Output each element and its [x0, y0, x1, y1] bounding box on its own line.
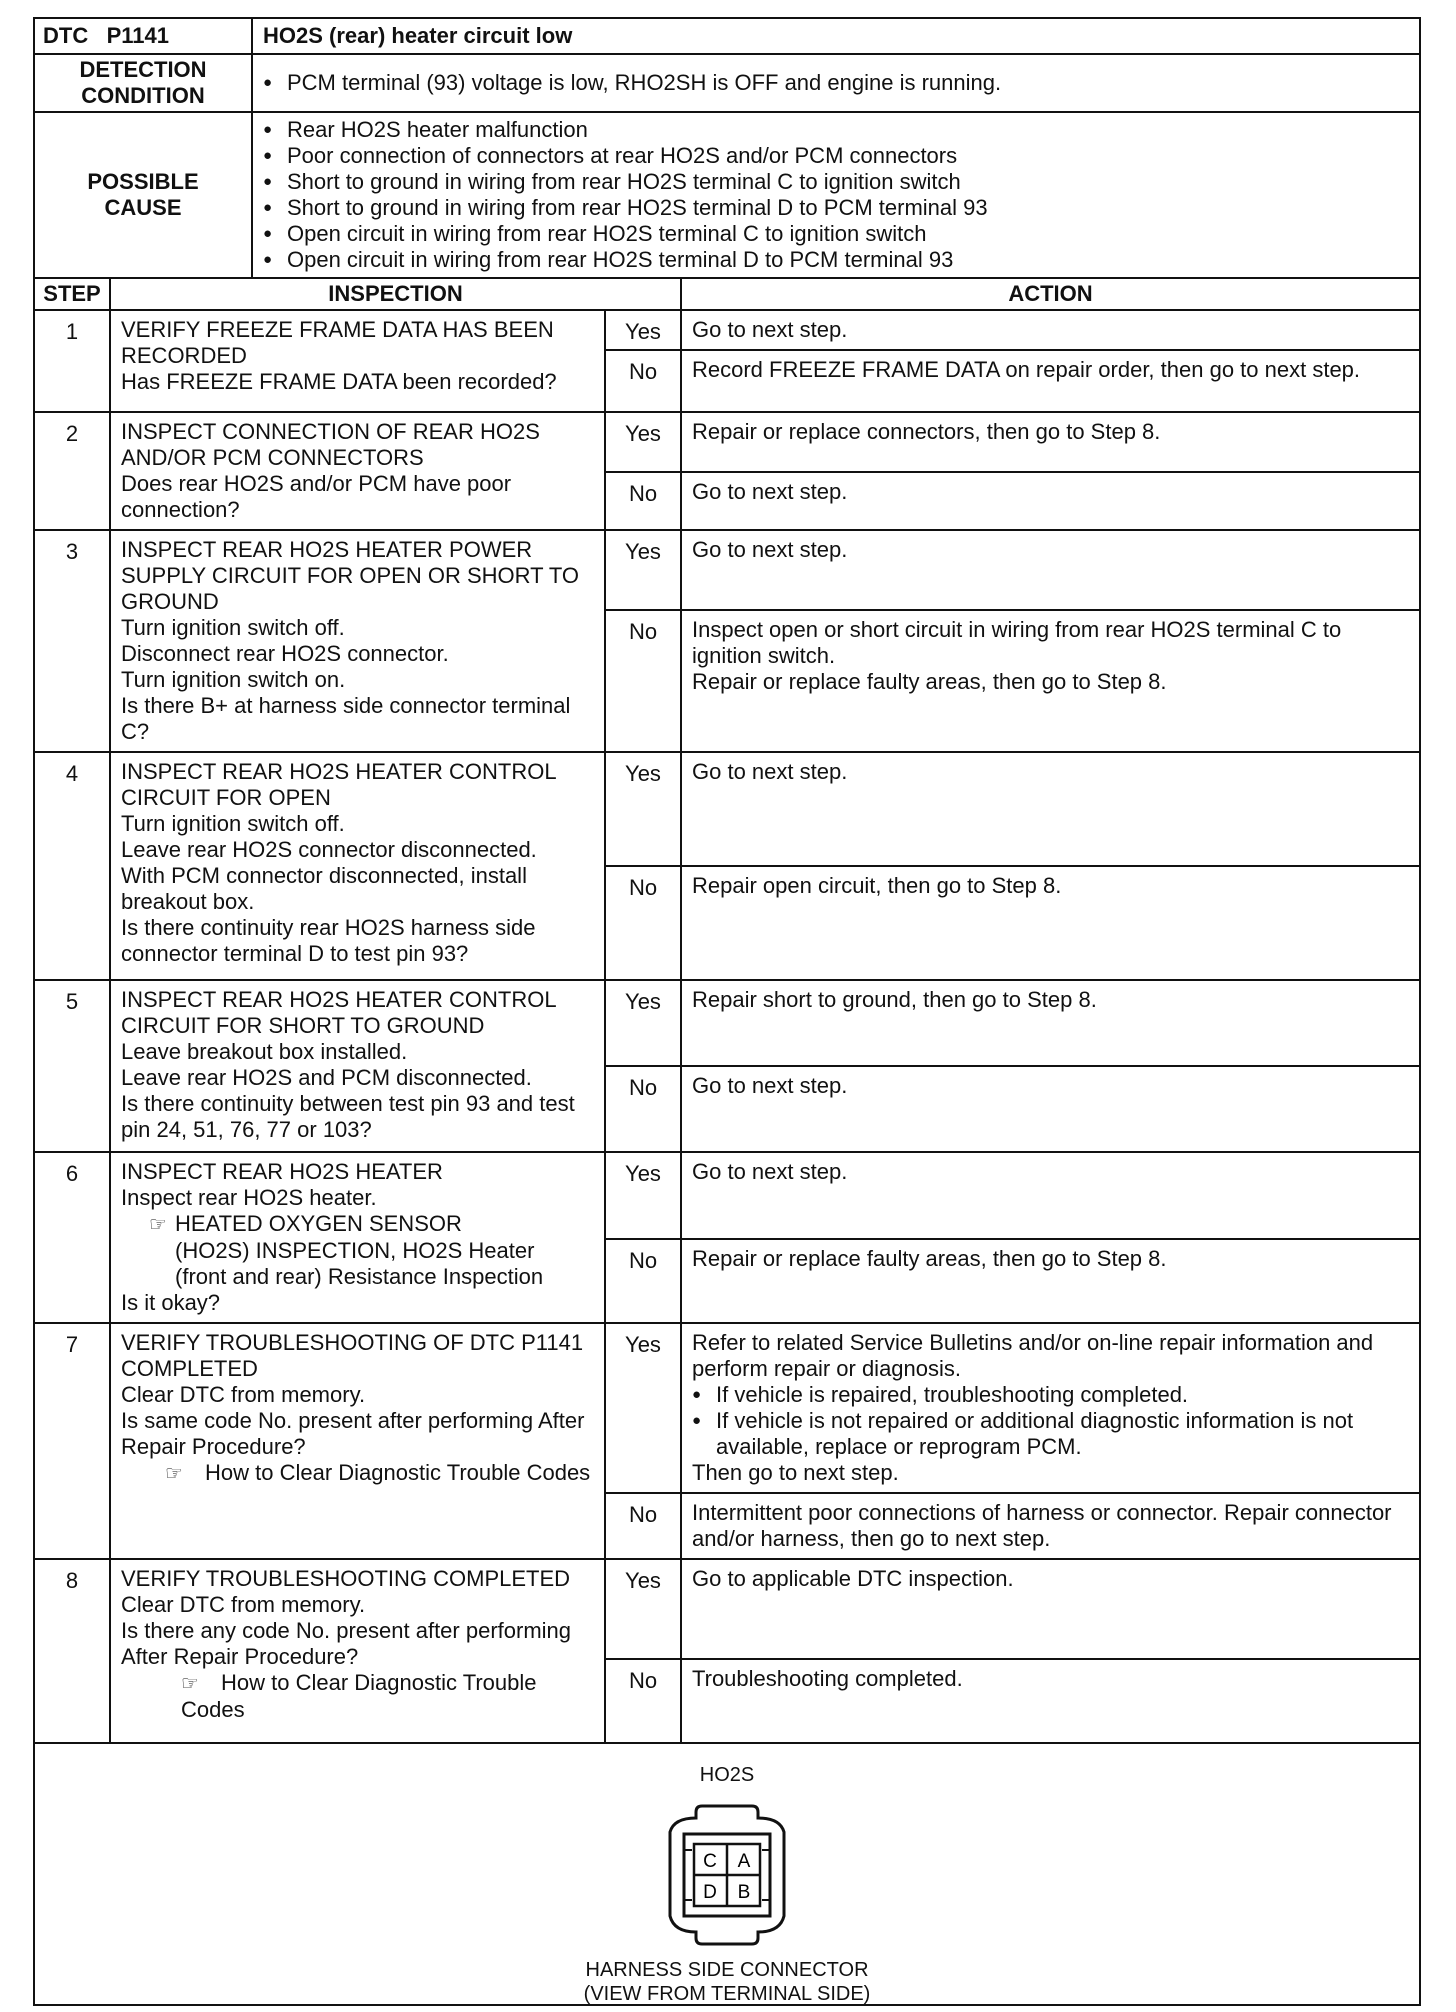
pin-d: D [703, 1882, 717, 1903]
answer-yes: Yes [605, 1559, 681, 1659]
pointing-hand-icon: ☞ [165, 1463, 183, 1485]
pin-c: C [703, 1851, 717, 1872]
col-inspection: INSPECTION [110, 278, 681, 310]
table-row [34, 752, 1420, 866]
action-yes: Go to applicable DTC inspection. [681, 1559, 1420, 1659]
list-item: ● Rear HO2S heater malfunction [263, 117, 1409, 143]
step-number: 3 [34, 530, 110, 752]
table-row [34, 530, 1420, 610]
answer-no: No [605, 472, 681, 530]
step-number: 6 [34, 1152, 110, 1323]
reference-link[interactable]: ☞ HEATED OXYGEN SENSOR [149, 1211, 462, 1236]
possible-cause-list [253, 113, 1419, 277]
list-item: ● If vehicle is repaired, troubleshooting completed. [692, 1382, 1409, 1408]
detection-list [253, 64, 1419, 102]
answer-no: No [605, 610, 681, 752]
table-row [34, 1152, 1420, 1239]
step-inspection: INSPECT REAR HO2S HEATER CONTROL CIRCUIT FOR SHORT TO GROUND Leave breakout box installed. Leave rear HO2S and PCM disconnected. Is there continuity between test pin 93 and test pin 24, 51, 76, 77 or 103? [110, 980, 605, 1152]
action-yes: Go to next step. [681, 530, 1420, 610]
step-inspection: INSPECT REAR HO2S HEATER POWER SUPPLY CIRCUIT FOR OPEN OR SHORT TO GROUND Turn ignition switch off. Disconnect rear HO2S connector. Turn ignition switch on. Is there B+ at harness side connector terminal C? [110, 530, 605, 752]
answer-no: No [605, 1239, 681, 1324]
answer-yes: Yes [605, 530, 681, 610]
list-item: ● If vehicle is not repaired or additional diagnostic information is not available, replace or reprogram PCM. [692, 1408, 1409, 1460]
connector-row [34, 1743, 1420, 2005]
detection-label: DETECTION CONDITION [34, 54, 252, 112]
dtc-code: P1141 [106, 23, 169, 48]
step-inspection: VERIFY TROUBLESHOOTING COMPLETED Clear DTC from memory. Is there any code No. present after performing After Repair Procedure? ☞ How to Clear Diagnostic Trouble Codes [110, 1559, 605, 1743]
table-row [34, 1323, 1420, 1493]
step-number: 1 [34, 310, 110, 412]
answer-no: No [605, 1659, 681, 1743]
step-number: 8 [34, 1559, 110, 1743]
action-no: Intermittent poor connections of harness or connector. Repair connector and/or harness, then go to next step. [681, 1493, 1420, 1559]
answer-no: No [605, 866, 681, 980]
pointing-hand-icon: ☞ [149, 1214, 167, 1236]
action-no: Go to next step. [681, 1066, 1420, 1152]
action-no: Troubleshooting completed. [681, 1659, 1420, 1743]
list-item: ● Open circuit in wiring from rear HO2S terminal D to PCM terminal 93 [263, 247, 1409, 273]
action-no: Repair open circuit, then go to Step 8. [681, 866, 1420, 980]
connector-diagram [34, 1743, 1420, 2005]
reference-link[interactable]: ☞ How to Clear Diagnostic Trouble Codes [165, 1460, 591, 1485]
action-yes: Go to next step. [681, 1152, 1420, 1239]
connector-title: HO2S [699, 1764, 755, 1786]
action-list [692, 1382, 1409, 1460]
step-number: 7 [34, 1323, 110, 1559]
step-number: 4 [34, 752, 110, 980]
dtc-label: DTC [43, 23, 89, 48]
step-inspection: INSPECT REAR HO2S HEATER CONTROL CIRCUIT FOR OPEN Turn ignition switch off. Leave rear HO2S connector disconnected. With PCM connector disconnected, install breakout box. Is there continuity rear HO2S harness side connector terminal D to test pin 93? [110, 752, 605, 980]
pin-a: A [737, 1851, 751, 1872]
possible-cause-list-cell [252, 112, 1420, 278]
action-yes: Go to next step. [681, 752, 1420, 866]
table-row [34, 412, 1420, 472]
step-inspection: INSPECT REAR HO2S HEATER Inspect rear HO2S heater. ☞ HEATED OXYGEN SENSOR (HO2S) INSPECTION, HO2S Heater (front and rear) Resistance Inspection Is it okay? [110, 1152, 605, 1323]
answer-yes: Yes [605, 412, 681, 472]
step-inspection: INSPECT CONNECTION OF REAR HO2S AND/OR PCM CONNECTORS Does rear HO2S and/or PCM have poor connection? [110, 412, 605, 530]
step-inspection: VERIFY FREEZE FRAME DATA HAS BEEN RECORDED Has FREEZE FRAME DATA been recorded? [110, 310, 605, 412]
action-yes: Go to next step. [681, 310, 1420, 350]
dtc-title: HO2S (rear) heater circuit low [252, 18, 1420, 54]
answer-yes: Yes [605, 310, 681, 350]
pin-b: B [737, 1882, 751, 1903]
answer-no: No [605, 1066, 681, 1152]
step-number: 2 [34, 412, 110, 530]
answer-no: No [605, 350, 681, 412]
list-item: ● Short to ground in wiring from rear HO2S terminal C to ignition switch [263, 169, 1409, 195]
action-no: Go to next step. [681, 472, 1420, 530]
connector-icon [662, 1798, 792, 1948]
possible-cause-label: POSSIBLE CAUSE [34, 112, 252, 278]
col-action: ACTION [681, 278, 1420, 310]
reference-link[interactable]: ☞ How to Clear Diagnostic Trouble Codes [181, 1670, 537, 1722]
dtc-table [33, 17, 1421, 2006]
action-no: Inspect open or short circuit in wiring from rear HO2S terminal C to ignition switch. Repair or replace faulty areas, then go to Step 8. [681, 610, 1420, 752]
dtc-code-cell [34, 18, 252, 54]
answer-yes: Yes [605, 1323, 681, 1493]
action-yes: Refer to related Service Bulletins and/or on-line repair information and perform repair or diagnosis. ● If vehicle is repaired, troubleshooting completed. ● If vehicle is not repaired or additional diagnostic information is not available, replace or reprogram PCM. Then go to next step. [681, 1323, 1420, 1493]
detection-item: ● PCM terminal (93) voltage is low, RHO2SH is OFF and engine is running. [263, 70, 1409, 96]
step-number: 5 [34, 980, 110, 1152]
table-row [34, 980, 1420, 1066]
pointing-hand-icon: ☞ [181, 1673, 199, 1695]
action-yes: Repair or replace connectors, then go to Step 8. [681, 412, 1420, 472]
detection-condition [252, 54, 1420, 112]
answer-no: No [605, 1493, 681, 1559]
col-step: STEP [34, 278, 110, 310]
column-header-row [34, 278, 1420, 310]
table-row [34, 1559, 1420, 1659]
action-no: Repair or replace faulty areas, then go to Step 8. [681, 1239, 1420, 1324]
list-item: ● Open circuit in wiring from rear HO2S terminal C to ignition switch [263, 221, 1409, 247]
answer-yes: Yes [605, 980, 681, 1066]
answer-yes: Yes [605, 752, 681, 866]
action-yes: Repair short to ground, then go to Step 8. [681, 980, 1420, 1066]
connector-caption: HARNESS SIDE CONNECTOR (VIEW FROM TERMINAL SIDE) [583, 1959, 871, 2005]
dtc-header-row [34, 18, 1420, 54]
action-no: Record FREEZE FRAME DATA on repair order, then go to next step. [681, 350, 1420, 412]
table-row [34, 310, 1420, 350]
step-inspection: VERIFY TROUBLESHOOTING OF DTC P1141 COMPLETED Clear DTC from memory. Is same code No. present after performing After Repair Procedure? ☞ How to Clear Diagnostic Trouble Codes [110, 1323, 605, 1559]
list-item: ● Short to ground in wiring from rear HO2S terminal D to PCM terminal 93 [263, 195, 1409, 221]
answer-yes: Yes [605, 1152, 681, 1239]
dtc-sheet [33, 17, 1419, 2006]
detection-row [34, 54, 1420, 112]
list-item: ● Poor connection of connectors at rear HO2S and/or PCM connectors [263, 143, 1409, 169]
possible-cause-row [34, 112, 1420, 278]
